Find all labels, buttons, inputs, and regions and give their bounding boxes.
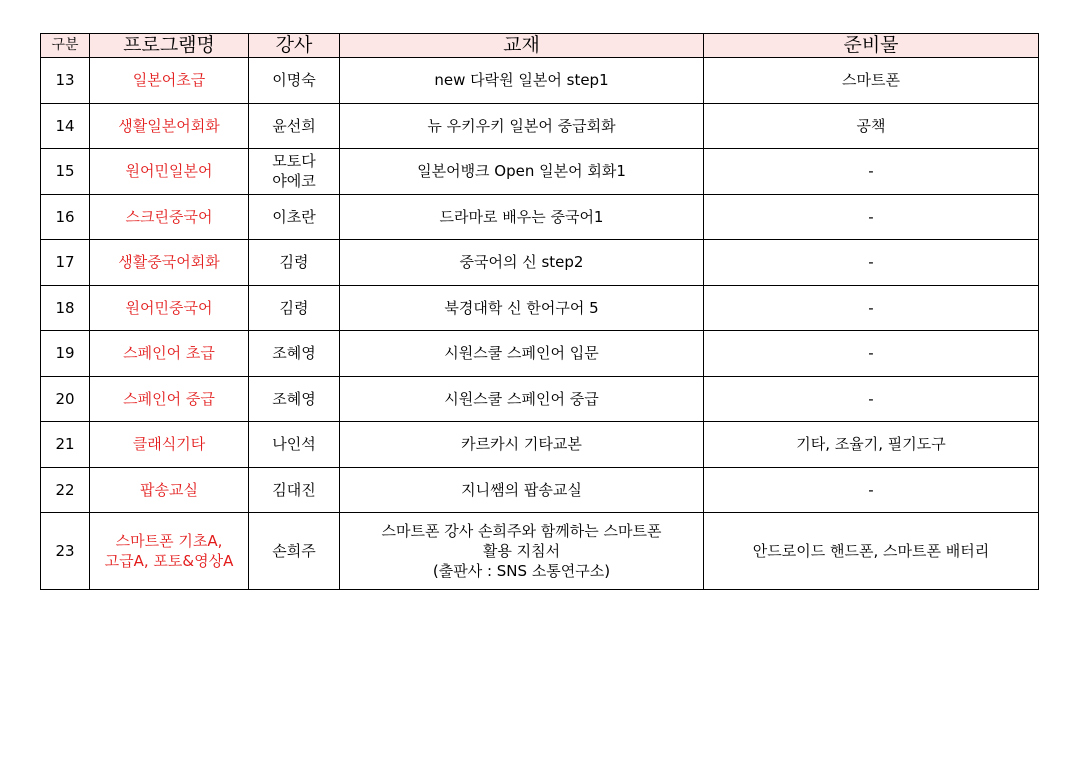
program-name xyxy=(90,467,249,513)
header-teacher: 강사 xyxy=(249,34,340,58)
table-row xyxy=(41,331,1039,377)
program-name-line: 생활일본어회화 xyxy=(118,116,220,135)
program-name xyxy=(90,149,249,195)
textbook xyxy=(340,194,704,240)
program-name xyxy=(90,376,249,422)
teacher-name xyxy=(249,240,340,286)
table-row xyxy=(41,58,1039,104)
teacher-name-line: 윤선희 xyxy=(272,116,316,135)
teacher-name xyxy=(249,149,340,195)
row-number: 17 xyxy=(41,240,90,286)
table-row xyxy=(41,422,1039,468)
program-name-line: 스페인어 초급 xyxy=(123,344,215,363)
table-row xyxy=(41,149,1039,195)
textbook-line: 시원스쿨 스페인어 입문 xyxy=(444,344,599,363)
program-name-line: 원어민중국어 xyxy=(125,298,213,317)
program-name-line: 스크린중국어 xyxy=(125,207,213,226)
header-no: 구분 xyxy=(41,34,90,58)
row-number: 14 xyxy=(41,103,90,149)
row-number: 19 xyxy=(41,331,90,377)
textbook-line: 카르카시 기타교본 xyxy=(461,435,582,454)
row-number: 21 xyxy=(41,422,90,468)
teacher-name xyxy=(249,331,340,377)
textbook-line: (출판사 : SNS 소통연구소) xyxy=(432,562,611,580)
textbook xyxy=(340,422,704,468)
row-number: 18 xyxy=(41,285,90,331)
table-row xyxy=(41,240,1039,286)
row-number: 13 xyxy=(41,58,90,104)
table-row xyxy=(41,194,1039,240)
program-name-line: 원어민일본어 xyxy=(125,162,213,181)
teacher-name xyxy=(249,194,340,240)
program-name-line: 스페인어 중급 xyxy=(123,389,215,408)
supplies: - xyxy=(704,285,1039,331)
row-number: 15 xyxy=(41,149,90,195)
program-name xyxy=(90,285,249,331)
teacher-name xyxy=(249,422,340,468)
textbook-line: 드라마로 배우는 중국어1 xyxy=(439,207,604,226)
teacher-name xyxy=(249,58,340,104)
teacher-name-line: 이초란 xyxy=(272,207,316,226)
table-row xyxy=(41,513,1039,590)
supplies: - xyxy=(704,467,1039,513)
supplies: 스마트폰 xyxy=(704,58,1039,104)
program-name-line: 팝송교실 xyxy=(140,480,198,499)
teacher-name xyxy=(249,467,340,513)
textbook xyxy=(340,103,704,149)
supplies: - xyxy=(704,331,1039,377)
program-name-line: 생활중국어회화 xyxy=(118,253,220,272)
row-number: 16 xyxy=(41,194,90,240)
program-sheet xyxy=(40,33,1039,590)
teacher-name-line: 이명숙 xyxy=(272,71,316,90)
program-name xyxy=(90,422,249,468)
textbook xyxy=(340,331,704,377)
teacher-name xyxy=(249,285,340,331)
table-row xyxy=(41,285,1039,331)
program-name-line: 스마트폰 기초A, xyxy=(115,532,223,550)
teacher-name-line: 조혜영 xyxy=(272,344,316,363)
supplies: 안드로이드 핸드폰, 스마트폰 배터리 xyxy=(704,513,1039,590)
table-row xyxy=(41,376,1039,422)
teacher-name-line: 김대진 xyxy=(272,480,316,499)
header-textbook: 교재 xyxy=(340,34,704,58)
textbook-line: 시원스쿨 스페인어 중급 xyxy=(444,389,599,408)
row-number: 20 xyxy=(41,376,90,422)
supplies: - xyxy=(704,376,1039,422)
table-header-row xyxy=(41,34,1039,58)
teacher-name xyxy=(249,103,340,149)
teacher-name-line: 모토다 xyxy=(272,152,316,171)
textbook xyxy=(340,58,704,104)
header-program: 프로그램명 xyxy=(90,34,249,58)
table-body xyxy=(41,58,1039,590)
textbook-line: 뉴 우키우키 일본어 중급회화 xyxy=(427,116,616,135)
teacher-name-line: 손희주 xyxy=(272,542,316,560)
teacher-name xyxy=(249,513,340,590)
textbook-line: 스마트폰 강사 손희주와 함께하는 스마트폰 xyxy=(381,522,662,540)
textbook xyxy=(340,149,704,195)
program-name xyxy=(90,194,249,240)
textbook-line: new 다락원 일본어 step1 xyxy=(434,71,609,90)
program-name xyxy=(90,240,249,286)
textbook-line: 활용 지침서 xyxy=(482,542,561,560)
textbook xyxy=(340,376,704,422)
table-row xyxy=(41,103,1039,149)
teacher-name-line: 김령 xyxy=(279,298,309,317)
textbook xyxy=(340,285,704,331)
table-row xyxy=(41,467,1039,513)
program-name-line: 일본어초급 xyxy=(132,71,206,90)
row-number: 23 xyxy=(41,513,90,590)
supplies: - xyxy=(704,149,1039,195)
program-name xyxy=(90,58,249,104)
supplies: 공책 xyxy=(704,103,1039,149)
textbook-line: 북경대학 신 한어구어 5 xyxy=(444,298,599,317)
teacher-name-line: 나인석 xyxy=(272,435,316,454)
supplies: 기타, 조율기, 필기도구 xyxy=(704,422,1039,468)
textbook-line: 지니쌤의 팝송교실 xyxy=(461,480,582,499)
program-name-line: 고급A, 포토&영상A xyxy=(104,552,234,570)
program-name xyxy=(90,513,249,590)
textbook-line: 일본어뱅크 Open 일본어 회화1 xyxy=(417,162,626,181)
teacher-name xyxy=(249,376,340,422)
program-name xyxy=(90,331,249,377)
teacher-name-line: 야에코 xyxy=(272,172,316,191)
header-supplies: 준비물 xyxy=(704,34,1039,58)
row-number: 22 xyxy=(41,467,90,513)
program-name-line: 클래식기타 xyxy=(132,435,206,454)
teacher-name-line: 조혜영 xyxy=(272,389,316,408)
supplies: - xyxy=(704,240,1039,286)
textbook-line: 중국어의 신 step2 xyxy=(459,253,584,272)
textbook xyxy=(340,513,704,590)
supplies: - xyxy=(704,194,1039,240)
program-table xyxy=(40,33,1039,590)
textbook xyxy=(340,240,704,286)
program-name xyxy=(90,103,249,149)
textbook xyxy=(340,467,704,513)
teacher-name-line: 김령 xyxy=(279,253,309,272)
